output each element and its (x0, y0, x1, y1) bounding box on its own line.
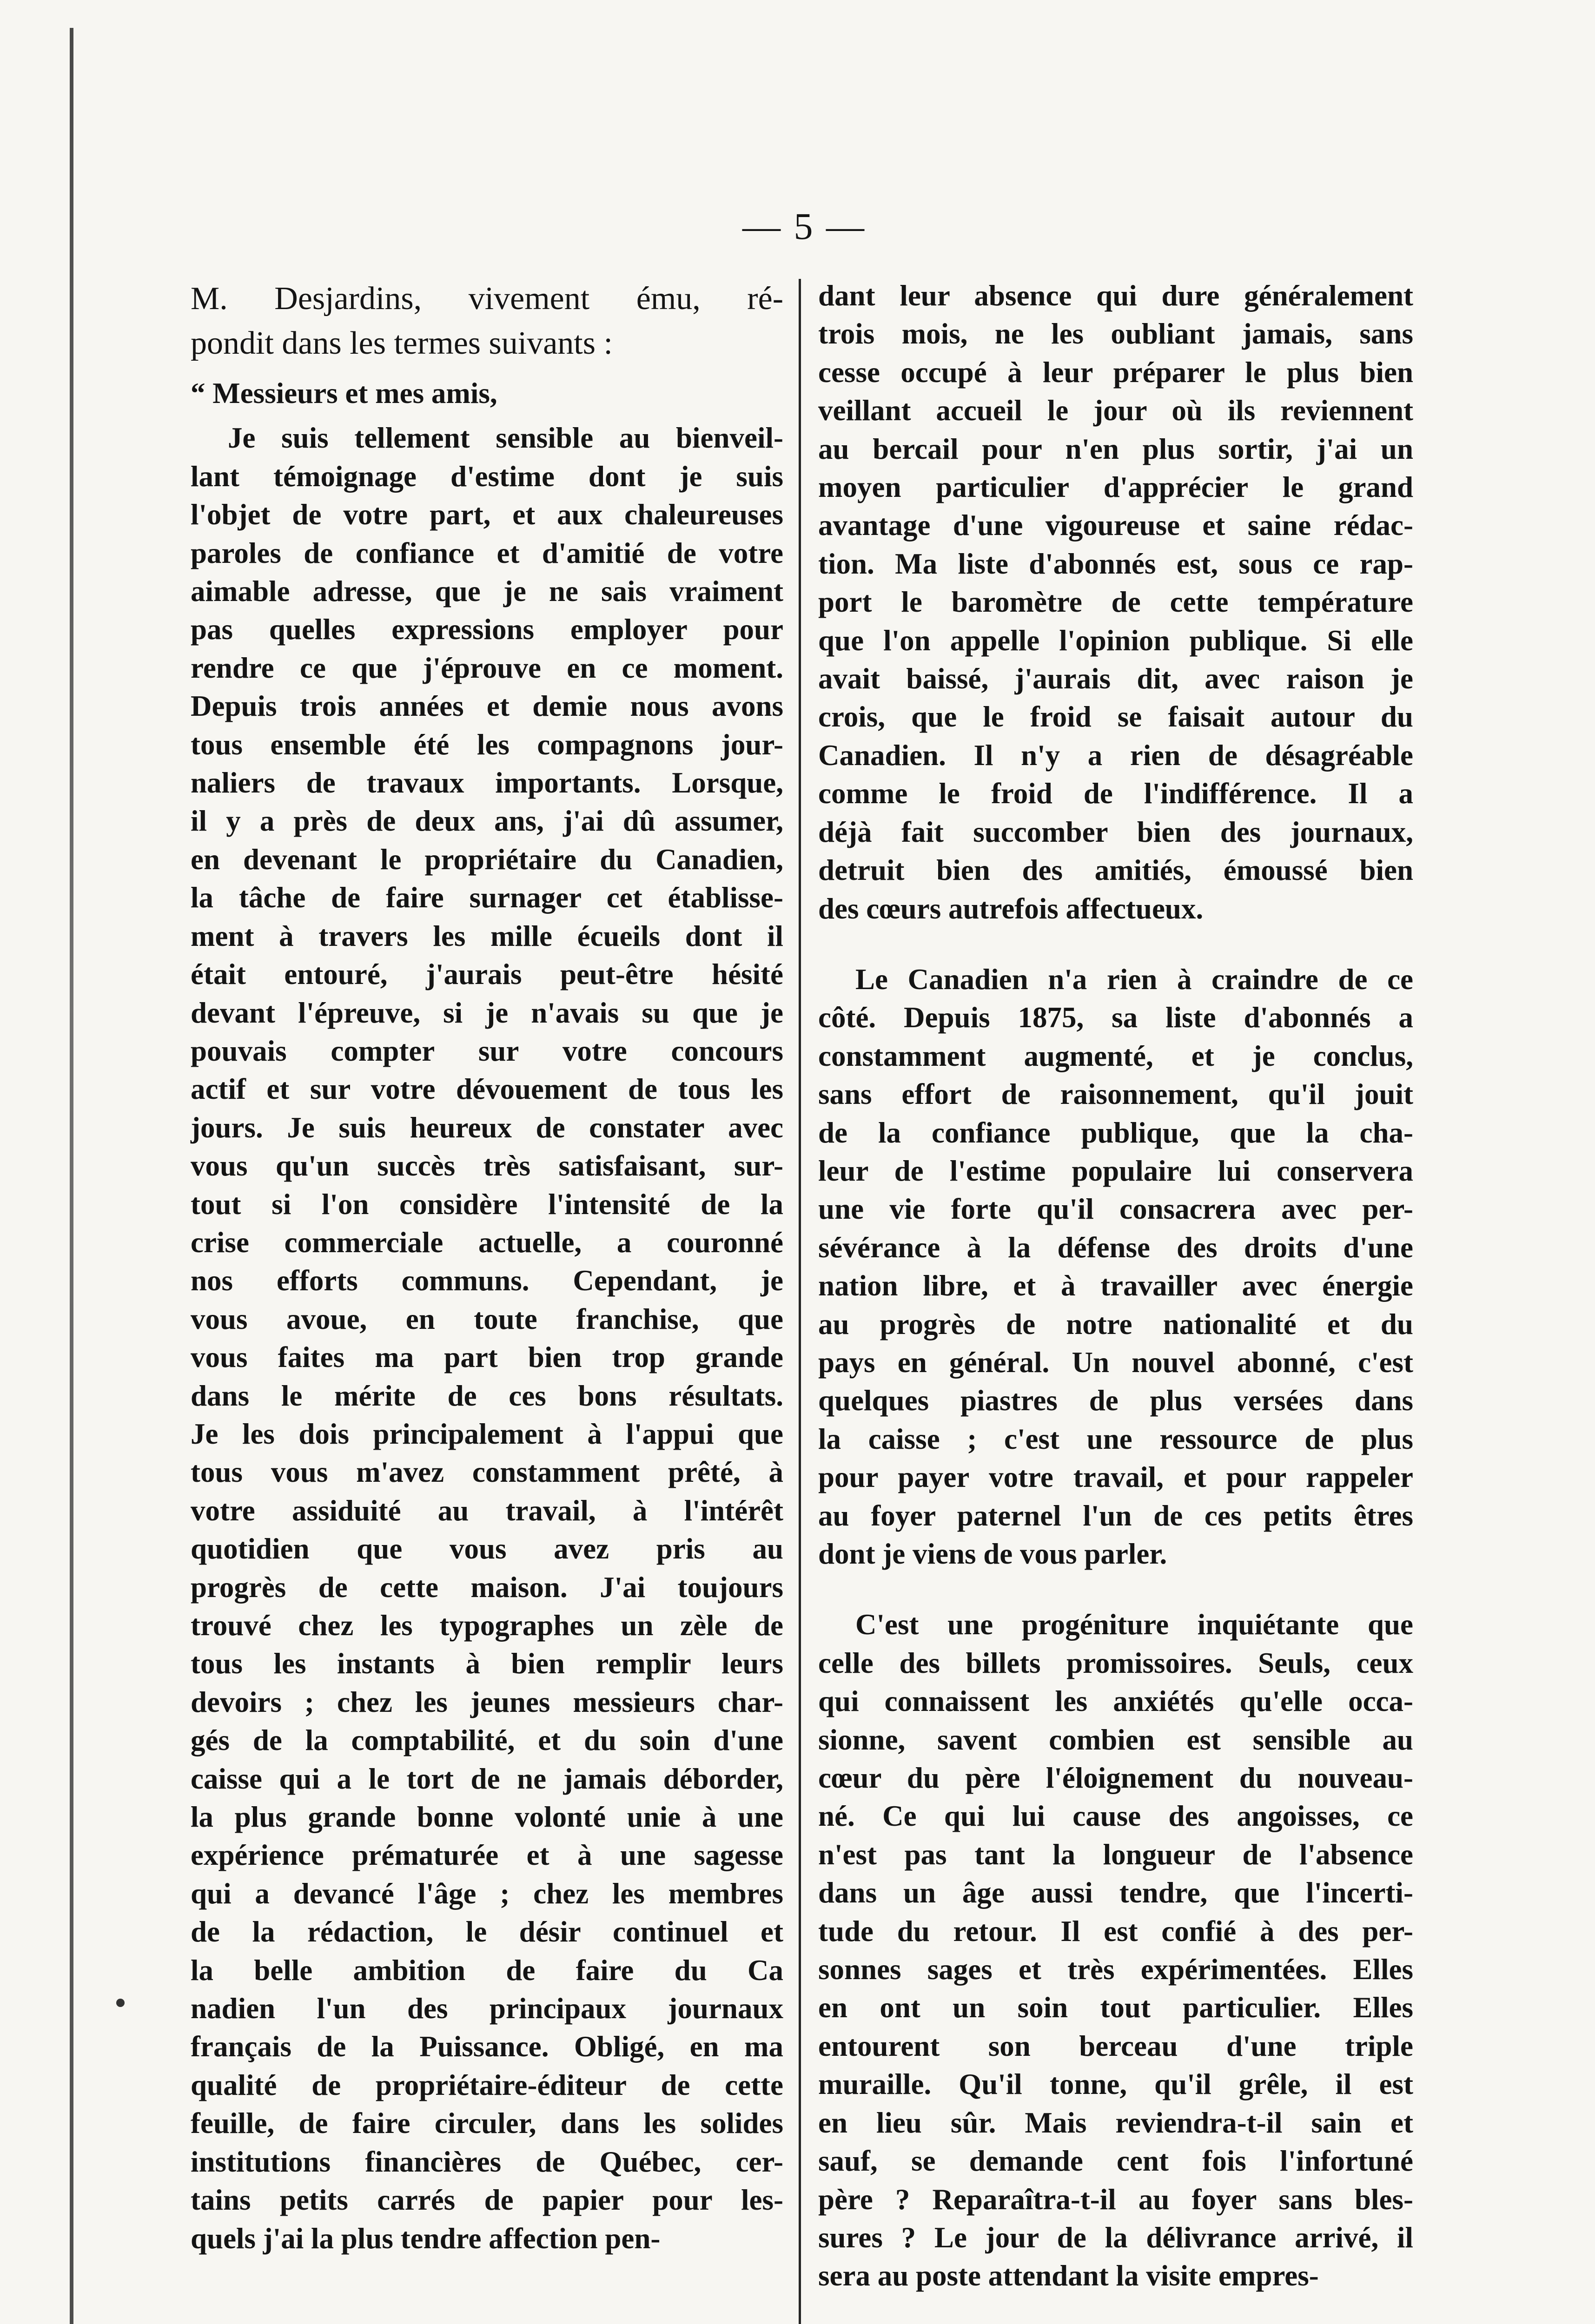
text-line: M. Desjardins, vivement ému, ré- (191, 281, 783, 317)
text-line: avantage d'une vigoureuse et saine rédac- (818, 509, 1413, 542)
text-line: côté. Depuis 1875, sa liste d'abonnés a (818, 1001, 1413, 1034)
text-line: caisse qui a le tort de ne jamais déborder, (191, 1762, 783, 1795)
text-line: qui a devancé l'âge ; chez les membres (191, 1877, 783, 1910)
text-line: déjà fait succomber bien des journaux, (818, 815, 1413, 848)
text-line: la belle ambition de faire du Ca (191, 1954, 783, 1987)
text-line: vous qu'un succès très satisfaisant, sur- (191, 1149, 783, 1182)
text-line: ment à travers les mille écueils dont il (191, 919, 783, 952)
text-line: en lieu sûr. Mais reviendra-t-il sain et (818, 2106, 1413, 2139)
text-line: votre assiduité au travail, à l'intérêt (191, 1494, 783, 1527)
text-line: trouvé chez les typographes un zèle de (191, 1609, 783, 1642)
text-line: tous ensemble été les compagnons jour- (191, 728, 783, 761)
text-line: quelques piastres de plus versées dans (818, 1384, 1413, 1417)
text-line: qui connaissent les anxiétés qu'elle occa- (818, 1685, 1413, 1718)
text-line: paroles de confiance et d'amitié de votre (191, 536, 783, 569)
text-line: en ont un soin tout particulier. Elles (818, 1991, 1413, 2024)
text-line: pays en général. Un nouvel abonné, c'est (818, 1346, 1413, 1379)
text-line: tous vous m'avez constamment prêté, à (191, 1456, 783, 1489)
text-line: cesse occupé à leur préparer le plus bien (818, 356, 1413, 389)
text-line: avait baissé, j'aurais dit, avec raison je (818, 662, 1413, 695)
text-line: tion. Ma liste d'abonnés est, sous ce rap- (818, 547, 1413, 580)
text-line: de la confiance publique, que la cha- (818, 1116, 1413, 1149)
speech-paragraph (191, 419, 783, 2258)
text-line: la caisse ; c'est une ressource de plus (818, 1422, 1413, 1455)
text-line: gés de la comptabilité, et du soin d'une (191, 1724, 783, 1757)
text-line: au bercail pour n'en plus sortir, j'ai un (818, 432, 1413, 465)
page-number: — 5 — (742, 205, 866, 247)
text-line: était entouré, j'aurais peut-être hésité (191, 958, 783, 991)
text-line: dans un âge aussi tendre, que l'incerti- (818, 1876, 1413, 1909)
text-line: de la rédaction, le désir continuel et (191, 1915, 783, 1948)
text-line: muraille. Qu'il tonne, qu'il grêle, il est (818, 2068, 1413, 2101)
text-line: sures ? Le jour de la délivrance arrivé, il (818, 2221, 1413, 2254)
text-line: n'est pas tant la longueur de l'absence (818, 1838, 1413, 1871)
text-line: Je les dois principalement à l'appui que (191, 1417, 783, 1450)
text-line: Depuis trois années et demie nous avons (191, 690, 783, 723)
text-line: la tâche de faire surnager cet établisse- (191, 881, 783, 914)
text-line: lant témoignage d'estime dont je suis (191, 460, 783, 493)
text-line: dont je viens de vous parler. (818, 1538, 1167, 1570)
column-divider (799, 279, 801, 2324)
text-line: au foyer paternel l'un de ces petits êtres (818, 1499, 1413, 1532)
text-line: Canadien. Il n'y a rien de désagréable (818, 739, 1413, 772)
text-line: quels j'ai la plus tendre affection pen- (191, 2222, 661, 2255)
text-line: pas quelles expressions employer pour (191, 613, 783, 646)
text-line: français de la Puissance. Obligé, en ma (191, 2030, 783, 2063)
text-line: né. Ce qui lui cause des angoisses, ce (818, 1800, 1413, 1833)
text-line: en devenant le propriétaire du Canadien, (191, 843, 783, 876)
text-line: sans effort de raisonnement, qu'il jouit (818, 1078, 1413, 1111)
text-line: cœur du père l'éloignement du nouveau- (818, 1762, 1413, 1795)
text-line: C'est une progéniture inquiétante que (855, 1608, 1413, 1641)
text-line: sionne, savent combien est sensible au (818, 1723, 1413, 1756)
text-line: nadien l'un des principaux journaux (191, 1992, 783, 2025)
left-column (191, 277, 783, 2258)
text-line: celle des billets promissoires. Seuls, ceux (818, 1646, 1413, 1679)
text-line: tains petits carrés de papier pour les- (191, 2184, 783, 2217)
text-line: dant leur absence qui dure généralement (818, 279, 1413, 312)
text-line: sévérance à la défense des droits d'une (818, 1231, 1413, 1264)
text-line: une vie forte qu'il consacrera avec per- (818, 1193, 1413, 1226)
text-line: des cœurs autrefois affectueux. (818, 892, 1204, 925)
text-line: constamment augmenté, et je conclus, (818, 1039, 1413, 1072)
text-line: crise commerciale actuelle, a couronné (191, 1226, 783, 1259)
text-line: la plus grande bonne volonté unie à une (191, 1801, 783, 1834)
text-line: qualité de propriétaire-éditeur de cette (191, 2068, 783, 2101)
body-paragraph (818, 960, 1413, 1573)
text-line: sera au poste attendant la visite empres- (818, 2259, 1319, 2292)
text-line: naliers de travaux importants. Lorsque, (191, 766, 783, 799)
body-paragraph (818, 277, 1413, 928)
text-line: devant l'épreuve, si je n'avais su que je (191, 996, 783, 1029)
salutation: “ Messieurs et mes amis, (191, 377, 497, 409)
text-line: veillant accueil le jour où ils reviennent (818, 394, 1413, 427)
text-line: progrès de cette maison. J'ai toujours (191, 1571, 783, 1604)
text-line: devoirs ; chez les jeunes messieurs char- (191, 1685, 783, 1718)
text-line: vous faites ma part bien trop grande (191, 1341, 783, 1374)
intro-paragraph (191, 277, 783, 366)
text-line: feuille, de faire circuler, dans les solides (191, 2107, 783, 2140)
body-paragraph (818, 1605, 1413, 2295)
text-line: Le Canadien n'a rien à craindre de ce (855, 963, 1413, 996)
text-line: pouvais compter sur votre concours (191, 1034, 783, 1067)
text-line: il y a près de deux ans, j'ai dû assumer, (191, 805, 783, 838)
text-line: Je suis tellement sensible au bienveil- (228, 422, 783, 455)
text-line: tous les instants à bien remplir leurs (191, 1647, 783, 1680)
text-line: nos efforts communs. Cependant, je (191, 1264, 783, 1297)
text-line: tout si l'on considère l'intensité de la (191, 1188, 783, 1221)
text-line: père ? Reparaîtra-t-il au foyer sans bles- (818, 2183, 1413, 2216)
text-line: quotidien que vous avez pris au (191, 1532, 783, 1565)
text-line: aimable adresse, que je ne sais vraiment (191, 575, 783, 608)
text-line: au progrès de notre nationalité et du (818, 1307, 1413, 1340)
text-line: tude du retour. Il est confié à des per- (818, 1915, 1413, 1948)
text-line: crois, que le froid se faisait autour du (818, 700, 1413, 733)
text-line: leur de l'estime populaire lui conservera (818, 1154, 1413, 1187)
paragraph-gap (818, 928, 1413, 960)
scan-margin-rule (70, 28, 73, 2324)
paragraph-gap (818, 1573, 1413, 1605)
text-line: comme le froid de l'indifférence. Il a (818, 777, 1413, 810)
text-line: pondit dans les termes suivants : (191, 325, 613, 361)
text-line: sauf, se demande cent fois l'infortuné (818, 2145, 1413, 2178)
text-line: actif et sur votre dévouement de tous les (191, 1073, 783, 1106)
text-line: pour payer votre travail, et pour rappeler (818, 1461, 1413, 1494)
text-line: detruit bien des amitiés, émoussé bien (818, 854, 1413, 887)
text-line: dans le mérite de ces bons résultats. (191, 1379, 783, 1412)
text-line: moyen particulier d'apprécier le grand (818, 471, 1413, 504)
text-line: vous avoue, en toute franchise, que (191, 1302, 783, 1335)
right-column (818, 277, 1413, 2295)
text-line: entourent son berceau d'une triple (818, 2029, 1413, 2062)
text-line: port le baromètre de cette température (818, 586, 1413, 619)
text-line: que l'on appelle l'opinion publique. Si elle (818, 624, 1413, 657)
scan-speck (116, 1999, 125, 2007)
text-line: jours. Je suis heureux de constater avec (191, 1111, 783, 1144)
text-line: l'objet de votre part, et aux chaleureuses (191, 498, 783, 531)
text-line: institutions financières de Québec, cer- (191, 2145, 783, 2178)
text-line: nation libre, et à travailler avec énergie (818, 1269, 1413, 1302)
text-line: trois mois, ne les oubliant jamais, sans (818, 317, 1413, 350)
text-line: sonnes sages et très expérimentées. Elles (818, 1953, 1413, 1986)
text-line: expérience prématurée et à une sagesse (191, 1839, 783, 1872)
text-line: rendre ce que j'éprouve en ce moment. (191, 651, 783, 684)
